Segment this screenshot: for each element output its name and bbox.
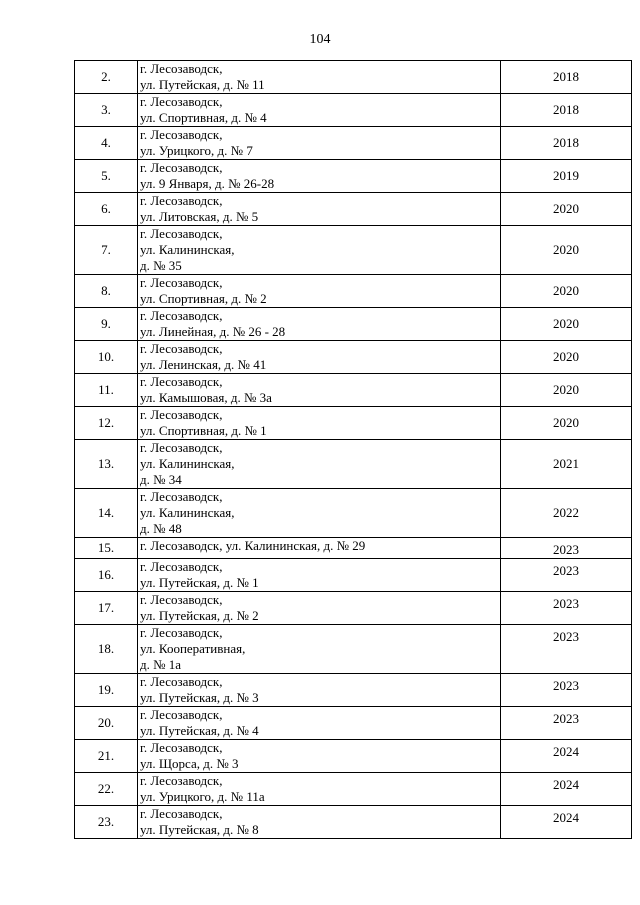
year-cell: 2020 xyxy=(501,341,632,374)
address-line: ул. Калининская, xyxy=(140,505,235,520)
table-row xyxy=(75,538,632,559)
row-number: 12. xyxy=(75,407,138,440)
address-line: ул. Путейская, д. № 3 xyxy=(140,690,259,705)
row-number: 2. xyxy=(75,61,138,94)
table-row xyxy=(75,674,632,707)
address-cell xyxy=(138,707,501,740)
year-cell: 2024 xyxy=(501,806,632,839)
address-line: г. Лесозаводск, xyxy=(140,707,223,722)
row-number: 3. xyxy=(75,94,138,127)
table-row xyxy=(75,374,632,407)
row-number: 19. xyxy=(75,674,138,707)
year-cell: 2020 xyxy=(501,407,632,440)
address-cell xyxy=(138,308,501,341)
address-line: г. Лесозаводск, xyxy=(140,61,223,76)
address-cell xyxy=(138,538,501,559)
address-cell xyxy=(138,193,501,226)
year-cell: 2020 xyxy=(501,193,632,226)
table-row xyxy=(75,94,632,127)
year-cell: 2023 xyxy=(501,538,632,559)
table-row xyxy=(75,407,632,440)
year-cell: 2023 xyxy=(501,592,632,625)
row-number: 23. xyxy=(75,806,138,839)
table-row xyxy=(75,592,632,625)
address-line: ул. Путейская, д. № 1 xyxy=(140,575,259,590)
address-cell xyxy=(138,674,501,707)
address-line: ул. Ленинская, д. № 41 xyxy=(140,357,267,372)
address-cell xyxy=(138,275,501,308)
year-cell: 2023 xyxy=(501,559,632,592)
address-line: г. Лесозаводск, xyxy=(140,275,223,290)
address-cell xyxy=(138,773,501,806)
year-cell: 2023 xyxy=(501,707,632,740)
year-cell: 2023 xyxy=(501,674,632,707)
table-row xyxy=(75,127,632,160)
address-line: г. Лесозаводск, xyxy=(140,489,223,504)
row-number: 9. xyxy=(75,308,138,341)
table-row xyxy=(75,275,632,308)
table-row xyxy=(75,341,632,374)
address-line: ул. Кооперативная, xyxy=(140,641,246,656)
row-number: 22. xyxy=(75,773,138,806)
table-row xyxy=(75,707,632,740)
address-cell xyxy=(138,94,501,127)
row-number: 18. xyxy=(75,625,138,674)
address-cell xyxy=(138,559,501,592)
address-line: ул. Калининская, xyxy=(140,456,235,471)
address-line: г. Лесозаводск, xyxy=(140,308,223,323)
year-cell: 2024 xyxy=(501,740,632,773)
address-line: ул. Спортивная, д. № 4 xyxy=(140,110,267,125)
row-number: 15. xyxy=(75,538,138,559)
address-line: ул. Спортивная, д. № 2 xyxy=(140,291,267,306)
address-line: ул. Литовская, д. № 5 xyxy=(140,209,259,224)
address-cell xyxy=(138,226,501,275)
address-cell xyxy=(138,489,501,538)
row-number: 10. xyxy=(75,341,138,374)
table-row xyxy=(75,740,632,773)
address-line: ул. Линейная, д. № 26 - 28 xyxy=(140,324,286,339)
address-line: г. Лесозаводск, ул. Калининская, д. № 29 xyxy=(140,538,366,553)
address-cell xyxy=(138,806,501,839)
table-body xyxy=(75,61,632,839)
row-number: 20. xyxy=(75,707,138,740)
address-line: ул. Путейская, д. № 8 xyxy=(140,822,259,837)
address-line: ул. Камышовая, д. № 3а xyxy=(140,390,272,405)
address-line: ул. Щорса, д. № 3 xyxy=(140,756,239,771)
table-row xyxy=(75,226,632,275)
row-number: 8. xyxy=(75,275,138,308)
row-number: 6. xyxy=(75,193,138,226)
address-line: д. № 48 xyxy=(140,521,182,536)
address-line: г. Лесозаводск, xyxy=(140,127,223,142)
address-line: д. № 35 xyxy=(140,258,182,273)
address-line: г. Лесозаводск, xyxy=(140,193,223,208)
address-cell xyxy=(138,61,501,94)
table-row xyxy=(75,773,632,806)
year-cell: 2019 xyxy=(501,160,632,193)
address-line: ул. Урицкого, д. № 11а xyxy=(140,789,265,804)
address-line: ул. Путейская, д. № 2 xyxy=(140,608,259,623)
address-line: ул. Калининская, xyxy=(140,242,235,257)
address-line: ул. 9 Января, д. № 26-28 xyxy=(140,176,275,191)
year-cell: 2020 xyxy=(501,275,632,308)
address-cell xyxy=(138,740,501,773)
address-cell xyxy=(138,440,501,489)
year-cell: 2020 xyxy=(501,226,632,275)
address-cell xyxy=(138,127,501,160)
address-line: г. Лесозаводск, xyxy=(140,674,223,689)
table-row xyxy=(75,625,632,674)
row-number: 13. xyxy=(75,440,138,489)
row-number: 17. xyxy=(75,592,138,625)
year-cell: 2018 xyxy=(501,61,632,94)
year-cell: 2020 xyxy=(501,308,632,341)
year-cell: 2022 xyxy=(501,489,632,538)
address-cell xyxy=(138,625,501,674)
table-row xyxy=(75,160,632,193)
address-line: г. Лесозаводск, xyxy=(140,806,223,821)
address-line: г. Лесозаводск, xyxy=(140,160,223,175)
row-number: 16. xyxy=(75,559,138,592)
address-cell xyxy=(138,592,501,625)
address-line: д. № 1а xyxy=(140,657,182,672)
address-line: ул. Путейская, д. № 11 xyxy=(140,77,265,92)
address-line: д. № 34 xyxy=(140,472,182,487)
address-line: ул. Урицкого, д. № 7 xyxy=(140,143,253,158)
row-number: 5. xyxy=(75,160,138,193)
table-row xyxy=(75,559,632,592)
row-number: 4. xyxy=(75,127,138,160)
table-row xyxy=(75,308,632,341)
table-row xyxy=(75,489,632,538)
table-row xyxy=(75,193,632,226)
address-line: г. Лесозаводск, xyxy=(140,341,223,356)
row-number: 14. xyxy=(75,489,138,538)
table-row xyxy=(75,61,632,94)
address-line: г. Лесозаводск, xyxy=(140,94,223,109)
page-number: 104 xyxy=(309,32,331,47)
row-number: 11. xyxy=(75,374,138,407)
address-cell xyxy=(138,160,501,193)
address-cell xyxy=(138,407,501,440)
address-line: г. Лесозаводск, xyxy=(140,740,223,755)
address-line: г. Лесозаводск, xyxy=(140,559,223,574)
table-row xyxy=(75,806,632,839)
address-line: г. Лесозаводск, xyxy=(140,374,223,389)
address-line: ул. Спортивная, д. № 1 xyxy=(140,423,267,438)
address-line: г. Лесозаводск, xyxy=(140,592,223,607)
year-cell: 2024 xyxy=(501,773,632,806)
address-line: ул. Путейская, д. № 4 xyxy=(140,723,259,738)
address-line: г. Лесозаводск, xyxy=(140,440,223,455)
address-line: г. Лесозаводск, xyxy=(140,226,223,241)
year-cell: 2018 xyxy=(501,127,632,160)
address-line: г. Лесозаводск, xyxy=(140,407,223,422)
address-cell xyxy=(138,341,501,374)
year-cell: 2018 xyxy=(501,94,632,127)
address-cell xyxy=(138,374,501,407)
address-line: г. Лесозаводск, xyxy=(140,773,223,788)
housing-table xyxy=(74,60,632,839)
address-line: г. Лесозаводск, xyxy=(140,625,223,640)
row-number: 21. xyxy=(75,740,138,773)
year-cell: 2021 xyxy=(501,440,632,489)
row-number: 7. xyxy=(75,226,138,275)
table-row xyxy=(75,440,632,489)
year-cell: 2023 xyxy=(501,625,632,674)
year-cell: 2020 xyxy=(501,374,632,407)
